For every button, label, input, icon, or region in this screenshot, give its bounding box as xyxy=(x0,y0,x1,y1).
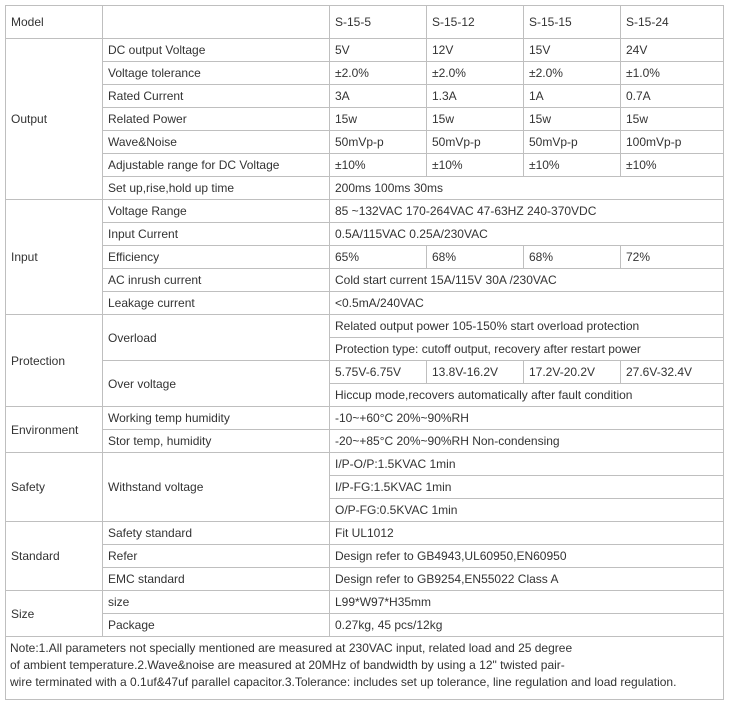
input-efficiency-row xyxy=(6,246,724,269)
cell: ±10% xyxy=(330,154,427,177)
header-s-15-24: S-15-24 xyxy=(621,6,724,39)
cell: 72% xyxy=(621,246,724,269)
cell: 50mVp-p xyxy=(330,131,427,154)
output-wave-noise-row xyxy=(6,131,724,154)
row-label: Efficiency xyxy=(103,246,330,269)
cell: 50mVp-p xyxy=(427,131,524,154)
output-related-power-row xyxy=(6,108,724,131)
cell: I/P-O/P:1.5KVAC 1min xyxy=(330,453,724,476)
row-label: Adjustable range for DC Voltage xyxy=(103,154,330,177)
row-label: Input Current xyxy=(103,223,330,246)
cell: 68% xyxy=(524,246,621,269)
input-voltage-range-row xyxy=(6,200,724,223)
safety-row-1 xyxy=(6,453,724,476)
row-label: Related Power xyxy=(103,108,330,131)
cell: Related output power 105-150% start overload protection xyxy=(330,315,724,338)
row-label: Leakage current xyxy=(103,292,330,315)
cell: 15w xyxy=(524,108,621,131)
environment-working-row xyxy=(6,407,724,430)
header-s-15-12: S-15-12 xyxy=(427,6,524,39)
cell: -10~+60°C 20%~90%RH xyxy=(330,407,724,430)
cell: 13.8V-16.2V xyxy=(427,361,524,384)
cell: Design refer to GB9254,EN55022 Class A xyxy=(330,568,724,591)
row-label: Set up,rise,hold up time xyxy=(103,177,330,200)
note-line: Note:1.All parameters not specially mentioned are measured at 230VAC input, related load and 25 degree xyxy=(10,641,573,655)
cell: 24V xyxy=(621,39,724,62)
cell: Cold start current 15A/115V 30A /230VAC xyxy=(330,269,724,292)
cell: Design refer to GB4943,UL60950,EN60950 xyxy=(330,545,724,568)
row-label: Stor temp, humidity xyxy=(103,430,330,453)
row-label: Over voltage xyxy=(103,361,330,407)
output-dc-voltage-row xyxy=(6,39,724,62)
output-tolerance-row xyxy=(6,62,724,85)
cell: 85 ~132VAC 170-264VAC 47-63HZ 240-370VDC xyxy=(330,200,724,223)
row-label: size xyxy=(103,591,330,614)
cell: ±10% xyxy=(427,154,524,177)
section-label-standard: Standard xyxy=(6,522,103,591)
cell: ±10% xyxy=(524,154,621,177)
section-label-input: Input xyxy=(6,200,103,315)
output-adjustable-row xyxy=(6,154,724,177)
cell: 0.27kg, 45 pcs/12kg xyxy=(330,614,724,637)
header-param xyxy=(103,6,330,39)
cell: O/P-FG:0.5KVAC 1min xyxy=(330,499,724,522)
header-row xyxy=(6,6,724,39)
cell: I/P-FG:1.5KVAC 1min xyxy=(330,476,724,499)
protection-overload-row-1 xyxy=(6,315,724,338)
cell: -20~+85°C 20%~90%RH Non-condensing xyxy=(330,430,724,453)
cell: 15w xyxy=(621,108,724,131)
cell: ±2.0% xyxy=(330,62,427,85)
cell: 15w xyxy=(330,108,427,131)
cell: 27.6V-32.4V xyxy=(621,361,724,384)
cell: ±10% xyxy=(621,154,724,177)
standard-refer-row xyxy=(6,545,724,568)
row-label: Rated Current xyxy=(103,85,330,108)
row-label: AC inrush current xyxy=(103,269,330,292)
input-leakage-row xyxy=(6,292,724,315)
row-label: Withstand voltage xyxy=(103,453,330,522)
cell: <0.5mA/240VAC xyxy=(330,292,724,315)
section-label-safety: Safety xyxy=(6,453,103,522)
cell: 15V xyxy=(524,39,621,62)
row-label: Refer xyxy=(103,545,330,568)
cell: 50mVp-p xyxy=(524,131,621,154)
standard-safety-row xyxy=(6,522,724,545)
row-label: DC output Voltage xyxy=(103,39,330,62)
row-label: Wave&Noise xyxy=(103,131,330,154)
row-label: Overload xyxy=(103,315,330,361)
cell: 0.5A/115VAC 0.25A/230VAC xyxy=(330,223,724,246)
cell: Hiccup mode,recovers automatically after fault condition xyxy=(330,384,724,407)
note-row xyxy=(6,637,724,700)
cell: 1.3A xyxy=(427,85,524,108)
standard-emc-row xyxy=(6,568,724,591)
cell: 17.2V-20.2V xyxy=(524,361,621,384)
header-model: Model xyxy=(6,6,103,39)
spec-sheet xyxy=(5,5,723,700)
section-label-protection: Protection xyxy=(6,315,103,407)
row-label: Voltage Range xyxy=(103,200,330,223)
header-s-15-5: S-15-5 xyxy=(330,6,427,39)
output-setup-row xyxy=(6,177,724,200)
section-label-output: Output xyxy=(6,39,103,200)
row-label: Safety standard xyxy=(103,522,330,545)
cell: ±2.0% xyxy=(524,62,621,85)
input-current-row xyxy=(6,223,724,246)
size-dimension-row xyxy=(6,591,724,614)
cell: 5.75V-6.75V xyxy=(330,361,427,384)
note-cell xyxy=(6,637,724,700)
cell: 0.7A xyxy=(621,85,724,108)
row-label: Working temp humidity xyxy=(103,407,330,430)
row-label: Voltage tolerance xyxy=(103,62,330,85)
cell: 65% xyxy=(330,246,427,269)
cell: ±2.0% xyxy=(427,62,524,85)
row-label: Package xyxy=(103,614,330,637)
cell: 68% xyxy=(427,246,524,269)
cell: ±1.0% xyxy=(621,62,724,85)
size-package-row xyxy=(6,614,724,637)
note-line: of ambient temperature.2.Wave&noise are measured at 20MHz of bandwidth by using a 12" twisted pair- xyxy=(10,658,565,672)
section-label-environment: Environment xyxy=(6,407,103,453)
cell: 100mVp-p xyxy=(621,131,724,154)
section-label-size: Size xyxy=(6,591,103,637)
cell: Protection type: cutoff output, recovery after restart power xyxy=(330,338,724,361)
cell: 5V xyxy=(330,39,427,62)
cell: 12V xyxy=(427,39,524,62)
input-inrush-row xyxy=(6,269,724,292)
header-s-15-15: S-15-15 xyxy=(524,6,621,39)
cell: L99*W97*H35mm xyxy=(330,591,724,614)
note-line: wire terminated with a 0.1uf&47uf parallel capacitor.3.Tolerance: includes set up tolerance, line regulation and load regulation. xyxy=(10,675,677,689)
cell: 1A xyxy=(524,85,621,108)
row-label: EMC standard xyxy=(103,568,330,591)
spec-table xyxy=(5,5,724,700)
cell: 3A xyxy=(330,85,427,108)
cell: 15w xyxy=(427,108,524,131)
environment-storage-row xyxy=(6,430,724,453)
cell: 200ms 100ms 30ms xyxy=(330,177,724,200)
protection-overvoltage-row-1 xyxy=(6,361,724,384)
output-rated-current-row xyxy=(6,85,724,108)
cell: Fit UL1012 xyxy=(330,522,724,545)
